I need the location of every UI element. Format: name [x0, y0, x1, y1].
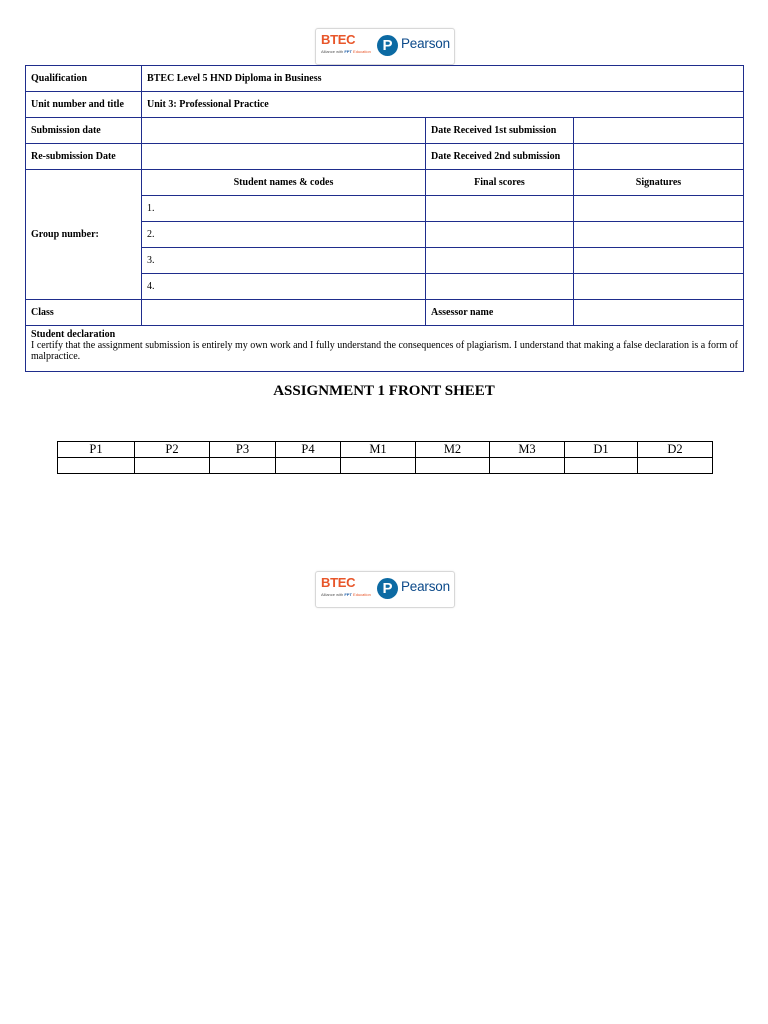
student-name-field[interactable]: 3. — [142, 248, 426, 274]
grade-cell-d1[interactable] — [565, 458, 638, 474]
submission-row — [26, 118, 744, 144]
grade-header-p1: P1 — [58, 442, 135, 458]
btec-logo — [321, 575, 373, 603]
grade-header-m2: M2 — [416, 442, 490, 458]
declaration-row — [26, 326, 744, 372]
signatures-header: Signatures — [574, 170, 744, 196]
declaration-text: I certify that the assignment submission is entirely my own work and I fully understand the consequences of plagiarism. I understand that making a false declaration is a form of malpractice. — [31, 340, 738, 362]
group-header-row — [26, 170, 744, 196]
pearson-icon: P — [377, 578, 398, 599]
assessor-field[interactable] — [574, 300, 744, 326]
grade-header-d2: D2 — [638, 442, 713, 458]
final-score-field[interactable] — [426, 196, 574, 222]
student-name-field[interactable]: 2. — [142, 222, 426, 248]
student-name-field[interactable]: 4. — [142, 274, 426, 300]
footer-logo — [315, 571, 455, 608]
signature-field[interactable] — [574, 222, 744, 248]
group-number-label: Group number: — [26, 170, 142, 300]
grade-cell-p1[interactable] — [58, 458, 135, 474]
btec-logo — [321, 32, 373, 60]
date-received-1-label: Date Received 1st submission — [426, 118, 574, 144]
grades-header-row — [58, 442, 713, 458]
date-received-2-label: Date Received 2nd submission — [426, 144, 574, 170]
grade-header-m3: M3 — [490, 442, 565, 458]
qualification-row — [26, 66, 744, 92]
grades-value-row — [58, 458, 713, 474]
class-label: Class — [26, 300, 142, 326]
pearson-icon: P — [377, 35, 398, 56]
final-score-field[interactable] — [426, 274, 574, 300]
header-logo — [315, 28, 455, 65]
date-received-2-field[interactable] — [574, 144, 744, 170]
resubmission-date-field[interactable] — [142, 144, 426, 170]
submission-date-field[interactable] — [142, 118, 426, 144]
pearson-wordmark: Pearson — [401, 36, 450, 51]
btec-tagline: Alliance with FPT Education — [321, 49, 371, 54]
signature-field[interactable] — [574, 274, 744, 300]
grade-header-p2: P2 — [135, 442, 210, 458]
grade-cell-m1[interactable] — [341, 458, 416, 474]
grade-cell-p3[interactable] — [210, 458, 276, 474]
pearson-wordmark: Pearson — [401, 579, 450, 594]
page-title: ASSIGNMENT 1 FRONT SHEET — [273, 383, 495, 399]
btec-tagline: Alliance with FPT Education — [321, 592, 371, 597]
grade-header-m1: M1 — [341, 442, 416, 458]
resubmission-row — [26, 144, 744, 170]
btec-wordmark: BTEC — [321, 575, 356, 590]
front-sheet-table — [25, 65, 744, 372]
submission-date-label: Submission date — [26, 118, 142, 144]
grade-header-p3: P3 — [210, 442, 276, 458]
grade-header-d1: D1 — [565, 442, 638, 458]
student-names-header: Student names & codes — [142, 170, 426, 196]
grade-cell-m2[interactable] — [416, 458, 490, 474]
grade-cell-p4[interactable] — [276, 458, 341, 474]
date-received-1-field[interactable] — [574, 118, 744, 144]
signature-field[interactable] — [574, 248, 744, 274]
class-row — [26, 300, 744, 326]
qualification-label: Qualification — [26, 66, 142, 92]
assessor-label: Assessor name — [426, 300, 574, 326]
unit-value: Unit 3: Professional Practice — [142, 92, 744, 118]
unit-row — [26, 92, 744, 118]
grade-cell-m3[interactable] — [490, 458, 565, 474]
signature-field[interactable] — [574, 196, 744, 222]
final-scores-header: Final scores — [426, 170, 574, 196]
student-declaration — [26, 326, 744, 372]
grade-cell-p2[interactable] — [135, 458, 210, 474]
final-score-field[interactable] — [426, 248, 574, 274]
resubmission-date-label: Re-submission Date — [26, 144, 142, 170]
grade-header-p4: P4 — [276, 442, 341, 458]
student-name-field[interactable]: 1. — [142, 196, 426, 222]
grade-cell-d2[interactable] — [638, 458, 713, 474]
unit-label: Unit number and title — [26, 92, 142, 118]
qualification-value: BTEC Level 5 HND Diploma in Business — [142, 66, 744, 92]
declaration-title: Student declaration — [31, 329, 116, 340]
btec-wordmark: BTEC — [321, 32, 356, 47]
grades-table — [57, 441, 713, 474]
final-score-field[interactable] — [426, 222, 574, 248]
class-field[interactable] — [142, 300, 426, 326]
